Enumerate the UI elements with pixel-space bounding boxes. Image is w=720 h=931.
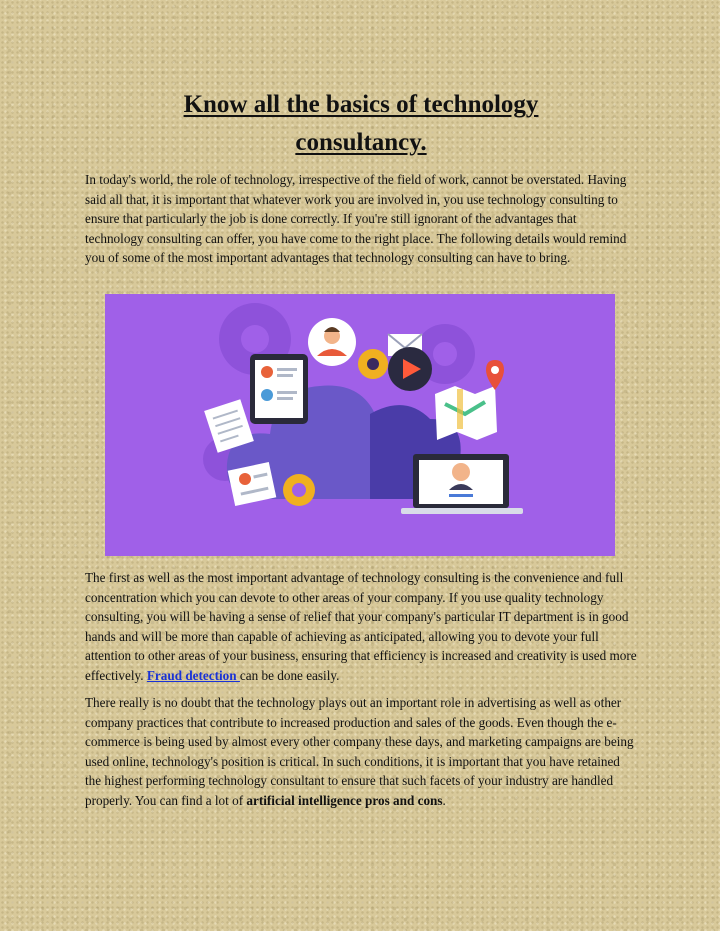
illustration-svg — [105, 294, 615, 556]
play-icon — [388, 347, 432, 391]
cog-icon — [283, 474, 315, 506]
paragraph-text: The first as well as the most important advantage of technology consulting is the convenience and full concentration which you can devote to other areas of your company. If you use quality technology consulting, you will be having a sense of relief that your company's particular IT department is in good hands and will be more than capable of achieving as anticipated, allowing you to devote your full attention to other areas of your business, ensuring that efficiency is increased and creativity is used more effectively. — [85, 570, 637, 683]
title-line-2: consultancy. — [295, 129, 427, 156]
page-title — [85, 86, 637, 162]
technology-consulting-illustration — [105, 294, 615, 556]
advertising-paragraph — [85, 693, 637, 811]
avatar-icon — [308, 318, 356, 366]
map-icon — [435, 386, 497, 440]
paragraph-text-end: can be done easily. — [239, 667, 340, 683]
paragraph-text-end: . — [442, 792, 446, 808]
laptop-icon — [401, 454, 523, 514]
title-line-1: Know all the basics of technology — [183, 91, 539, 118]
gear-icon — [358, 349, 388, 379]
paragraph-text: There really is no doubt that the technology plays out an important role in advertising as well as other company practices that contribute to increased production and sales of the goods. Even though the e-commerce is being used by almost every other company these days, and marketing campaigns are being used online, technology's position is critical. In such conditions, it is important that you have retained the highest performing technology consultant to ensure that such facets of your industry are handled properly. You can find a lot of — [85, 695, 634, 808]
fraud-detection-link[interactable]: Fraud detection — [146, 667, 240, 683]
tablet-icon — [250, 354, 308, 424]
convenience-paragraph — [85, 568, 637, 686]
intro-paragraph: In today's world, the role of technology, irrespective of the field of work, cannot be overstated. Having said all that, it is important that whatever work you are involved in, you use technology consulting to ensure that particularly the job is done correctly. If you're still ignorant of the advantages that technology consulting can offer, you have come to the right place. The following details would remind you of some of the most important advantages that technology consulting can have to bring. — [85, 172, 627, 266]
ai-pros-cons-bold: artificial intelligence pros and cons — [246, 792, 443, 808]
